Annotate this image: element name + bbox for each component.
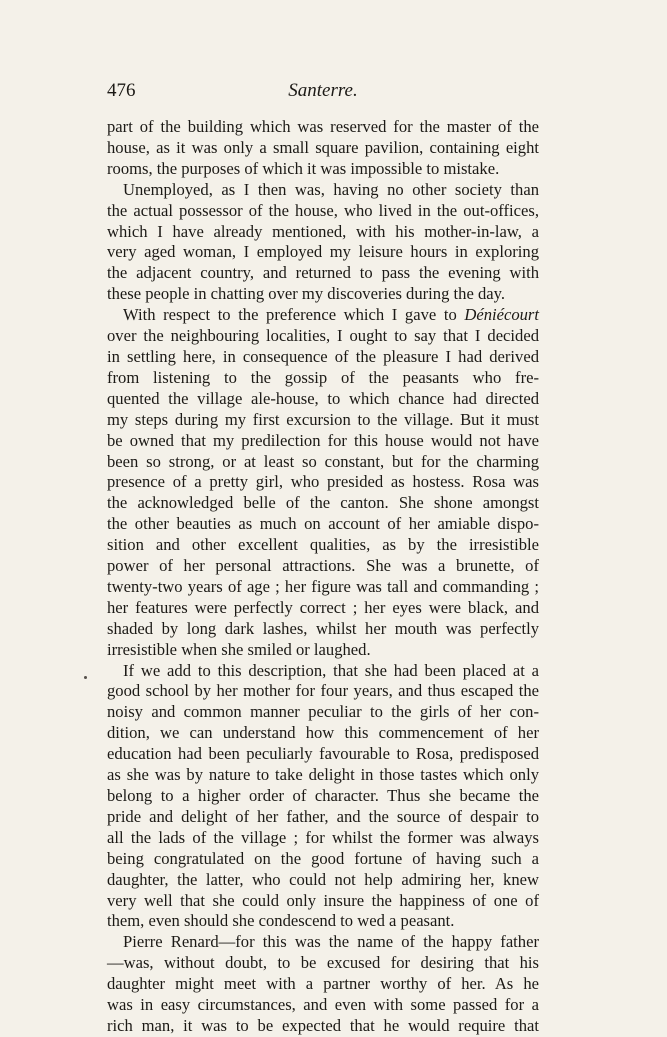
text-line: irresistible when she smiled or laughed. xyxy=(107,639,371,659)
text-line: daughter might meet with a partner worthy of her. As he xyxy=(107,974,539,994)
text-line: the acknowledged belle of the canton. She shone amongst xyxy=(107,493,539,513)
text-line: the adjacent country, and returned to pass the evening with xyxy=(107,263,539,283)
page-number: 476 xyxy=(107,80,136,101)
margin-mark xyxy=(84,676,87,679)
text-line: presence of a pretty girl, who presided as hostess. Rosa was xyxy=(107,472,539,492)
text-line: twenty-two years of age ; her figure was tall and commanding ; xyxy=(107,576,539,596)
text-line: power of her personal attractions. She was a brunette, of xyxy=(107,556,539,576)
text-line: With respect to the preference which I gave to Déniécourt xyxy=(123,305,539,325)
text-line: these people in chatting over my discoveries during the day. xyxy=(107,284,505,304)
text-line: be owned that my predilection for this house would not have xyxy=(107,430,539,450)
text-line: very well that she could only insure the happiness of one of xyxy=(107,890,539,910)
text-line: was in easy circumstances, and even with some passed for a xyxy=(107,995,539,1015)
text-line: daughter, the latter, who could not help admiring her, knew xyxy=(107,869,539,889)
text-line: which I have already mentioned, with his mother-in-law, a xyxy=(107,221,539,241)
text-line: my steps during my first excursion to the village. But it must xyxy=(107,409,539,429)
text-line: Unemployed, as I then was, having no other society than xyxy=(123,179,539,199)
text-line: all the lads of the village ; for whilst the former was always xyxy=(107,827,539,847)
text-line: part of the building which was reserved for the master of the xyxy=(107,117,539,136)
text-line: very aged woman, I employed my leisure hours in exploring xyxy=(107,242,539,262)
text-line: —was, without doubt, to be excused for desiring that his xyxy=(107,953,539,973)
text-line: being congratulated on the good fortune of having such a xyxy=(107,848,539,868)
body-text xyxy=(107,117,539,1037)
text-line: from listening to the gossip of the peasants who fre- xyxy=(107,367,539,387)
text-line: as she was by nature to take delight in those tastes which only xyxy=(107,765,539,785)
text-line: belong to a higher order of character. Thus she became the xyxy=(107,786,539,805)
text-line: over the neighbouring localities, I ought to say that I decided xyxy=(107,326,539,346)
text-line: pride and delight of her father, and the source of despair to xyxy=(107,806,539,826)
text-line: rich man, it was to be expected that he would require that xyxy=(107,1015,539,1035)
text-line: her features were perfectly correct ; her eyes were black, and xyxy=(107,597,539,617)
place-name: Déniécourt xyxy=(464,305,539,325)
text-line: good school by her mother for four years, and thus escaped the xyxy=(107,681,539,701)
text-line: sition and other excellent qualities, as by the irresistible xyxy=(107,535,539,555)
text-line: shaded by long dark lashes, whilst her mouth was perfectly xyxy=(107,618,539,638)
text-line: If we add to this description, that she had been placed at a xyxy=(123,660,539,680)
text-line: quented the village ale-house, to which chance had directed xyxy=(107,388,539,408)
text-line: house, as it was only a small square pavilion, containing eight xyxy=(107,137,539,157)
text-line: them, even should she condescend to wed a peasant. xyxy=(107,911,455,931)
page-header xyxy=(107,80,539,104)
text-line: been so strong, or at least so constant, but for the charming xyxy=(107,451,539,471)
running-title: Santerre. xyxy=(288,80,358,101)
text-line: rooms, the purposes of which it was impossible to mistake. xyxy=(107,158,500,178)
text-line: the actual possessor of the house, who lived in the out-offices, xyxy=(107,200,539,220)
text-line: Pierre Renard—for this was the name of the happy father xyxy=(123,932,539,952)
text-line: dition, we can understand how this commencement of her xyxy=(107,723,539,743)
text-line: education had been peculiarly favourable to Rosa, predisposed xyxy=(107,744,539,764)
text-line: the other beauties as much on account of her amiable dispo- xyxy=(107,514,539,534)
text-line: noisy and common manner peculiar to the girls of her con- xyxy=(107,702,539,722)
text-line: in settling here, in consequence of the pleasure I had derived xyxy=(107,346,539,366)
